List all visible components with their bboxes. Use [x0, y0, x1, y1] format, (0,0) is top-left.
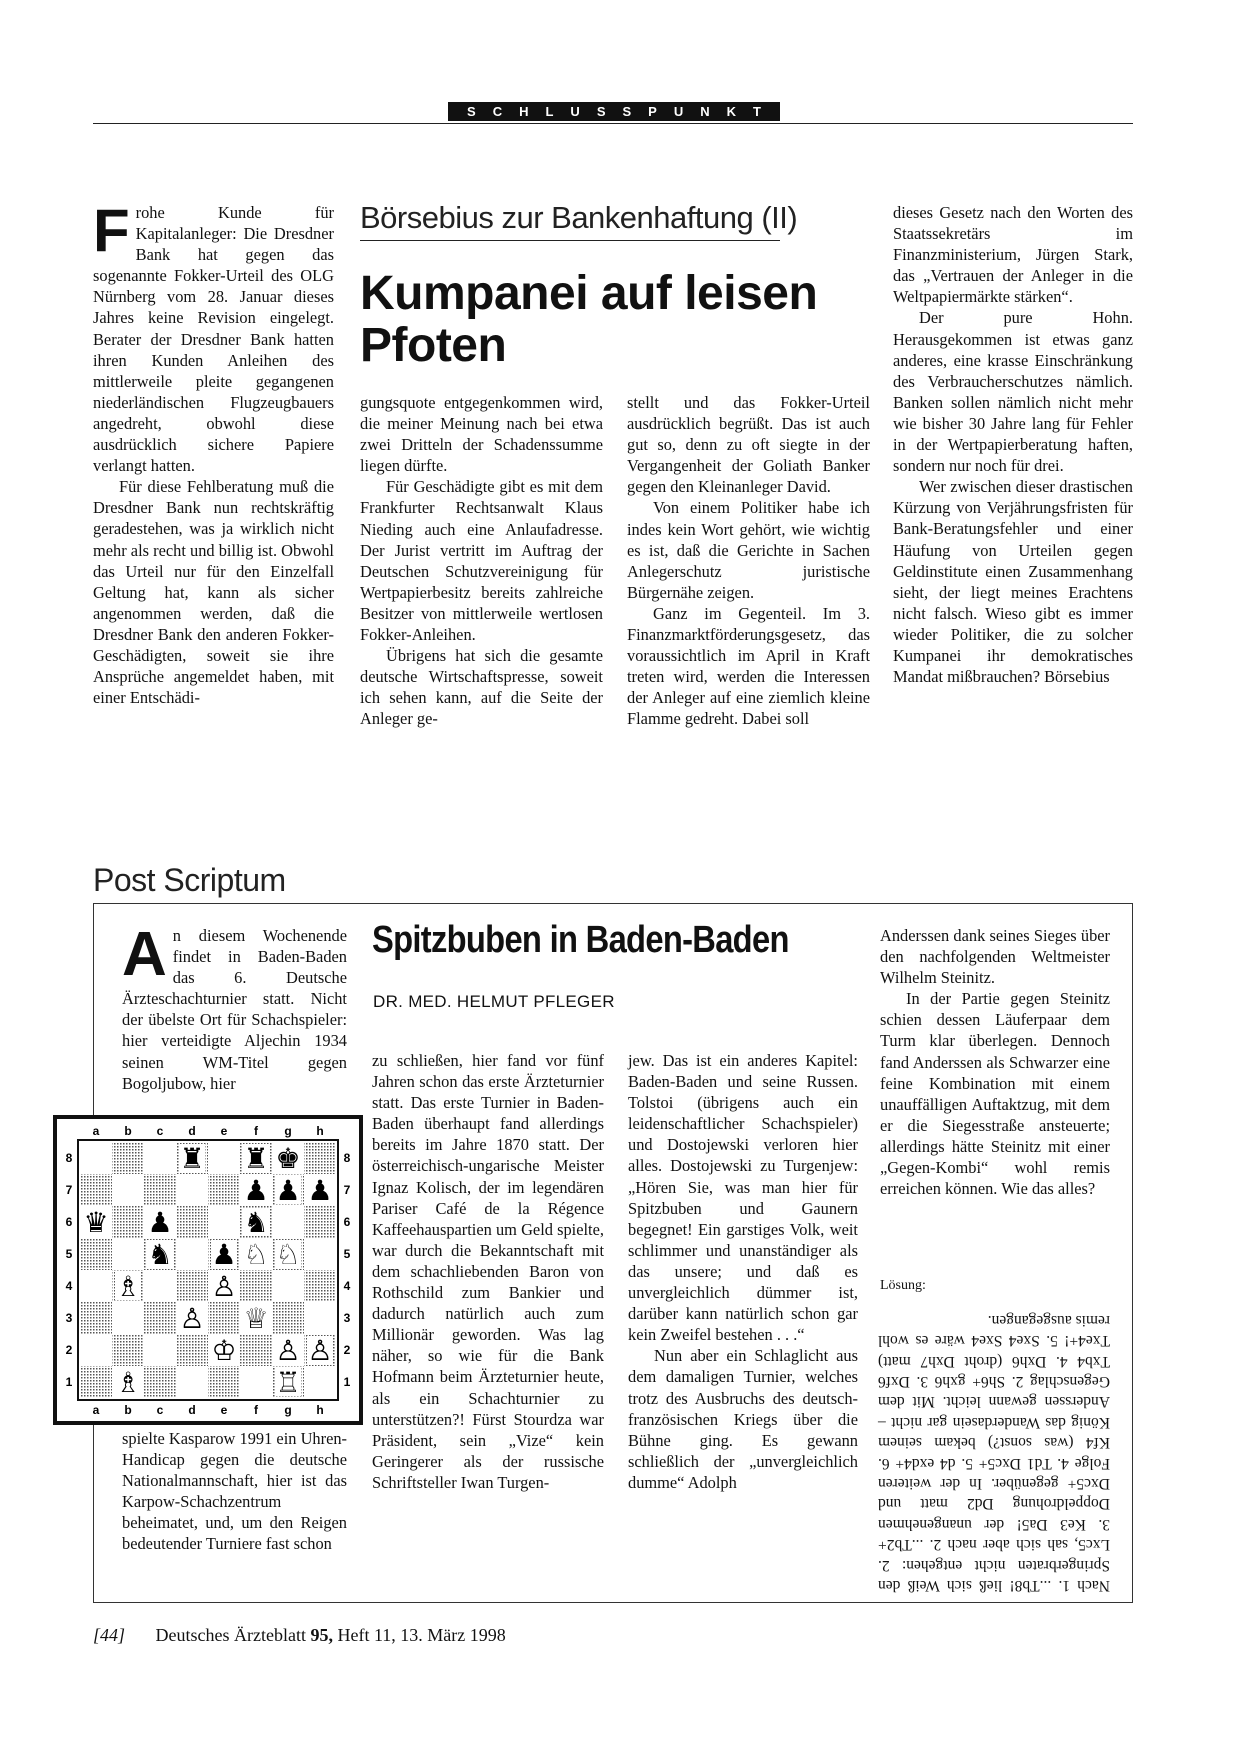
paragraph: Für diese Fehlberatung muß die Dresdner Bank nun rechtskräftig geradestehen, was ja wirklich nicht mehr als recht und billig ist. Obwohl das Urteil nur für den Einzelfall Geltung hat, kann als sicher angenommen werden, daß die Dresdner Bank den anderen Fokker-Geschädigten, soweit sie ihre Ansprüche angemeldet haben, mit einer Entschädi- — [93, 477, 334, 708]
board-square — [240, 1334, 272, 1366]
chess-board — [57, 1119, 359, 1421]
headline-line: Kumpanei auf leisen — [360, 267, 818, 320]
paragraph: Für Geschädigte gibt es mit dem Frankfurter Rechtsanwalt Klaus Nieding auch eine Anlaufadresse. Der Jurist vertritt im Auftrag der Deutschen Schutzvereinigung für Wertpapierbesitz bereits zahlreiche Besitzer von mittlerweile wertlosen Fokker-Anleihen. — [360, 477, 603, 645]
article1-column-1 — [93, 197, 334, 708]
chess-piece-g8: ♚ — [275, 1142, 301, 1175]
solution-label: Lösung: — [880, 1278, 926, 1293]
paragraph: spielte Kasparow 1991 ein Uhren-Handicap gegen die deutsche Nationalmannschaft, hier ist das Karpow-Schachzentrum beheimatet, und, um den Reigen bedeutender Turniere fast schon — [122, 1429, 347, 1554]
board-square — [112, 1206, 144, 1238]
postscriptum-column-4 — [880, 925, 1110, 1199]
header-rule — [93, 123, 1133, 124]
chess-piece-f6: ♞ — [243, 1206, 269, 1239]
board-square — [176, 1238, 208, 1270]
board-square — [80, 1270, 112, 1302]
file-label: a — [92, 1124, 100, 1138]
board-square — [80, 1238, 112, 1270]
article-kicker: Börsebius zur Bankenhaftung (II) — [360, 200, 798, 235]
chess-piece-d3: ♙ — [179, 1302, 205, 1335]
headline-line: Pfoten — [360, 319, 507, 372]
board-square — [208, 1206, 240, 1238]
board-square — [240, 1270, 272, 1302]
file-label: c — [156, 1124, 164, 1138]
board-square — [176, 1366, 208, 1398]
board-square — [144, 1270, 176, 1302]
chess-piece-a6: ♛ — [83, 1206, 109, 1239]
rank-label: 3 — [343, 1311, 351, 1325]
chess-piece-e2: ♔ — [211, 1334, 237, 1367]
file-label: c — [156, 1403, 164, 1417]
rank-label: 4 — [343, 1279, 351, 1293]
article1-column-4 — [893, 202, 1133, 687]
byline: DR. MED. HELMUT PFLEGER — [373, 992, 615, 1011]
board-square — [304, 1238, 336, 1270]
board-square — [144, 1334, 176, 1366]
issue-date: Heft 11, 13. März 1998 — [337, 1625, 506, 1645]
postscriptum-column-1-bottom — [122, 1428, 347, 1555]
board-square — [80, 1302, 112, 1334]
dropcap: F — [93, 197, 130, 264]
paragraph: Von einem Politiker habe ich indes kein Wort gehört, wie wichtig es ist, daß die Gerichte in Sachen Anlegerschutz juristische Bürgernähe zeigen. — [627, 498, 870, 602]
paragraph: Der pure Hohn. Herausgekommen ist etwas ganz anderes, eine krasse Einschränkung des Verbraucherschutzes nämlich. Banken sollen nämlich nicht mehr wie bisher 30 Jahre lang für Fehler in der Wertpapierberatung haften, sondern nur noch für drei. — [893, 308, 1133, 476]
chess-piece-f3: ♕ — [243, 1302, 269, 1335]
rank-label: 8 — [65, 1151, 73, 1165]
file-label: b — [124, 1124, 132, 1138]
article1-column-2 — [360, 392, 603, 730]
chess-piece-b4: ♗ — [115, 1270, 141, 1303]
board-square — [112, 1174, 144, 1206]
paragraph: rohe Kunde für Kapitalanleger: Die Dresdner Bank hat gegen das sogenannte Fokker-Urteil des OLG Nürnberg vom 28. Januar dieses Jahres keine Revision eingelegt. Berater der Dresdner Bank hatten ihren Kunden Anleihen des mittlerweile pleite gegangenen niederländischen Flugzeugbauers angedreht, obwohl diese ausdrücklich sichere Papiere verlangt hatten. — [93, 203, 334, 476]
article-headline — [360, 268, 817, 372]
board-square — [144, 1174, 176, 1206]
board-square — [144, 1366, 176, 1398]
file-label: a — [92, 1403, 100, 1417]
board-square — [80, 1366, 112, 1398]
paragraph: dieses Gesetz nach den Worten des Staatssekretärs im Finanzministerium, Jürgen Stark, das „Vertrauen der Anleger in die Weltpapiermärkte stärken“. — [893, 203, 1133, 307]
chess-piece-f8: ♜ — [243, 1142, 269, 1175]
board-square — [112, 1334, 144, 1366]
chess-piece-g5: ♘ — [275, 1238, 301, 1271]
paragraph: In der Partie gegen Steinitz schien dessen Läuferpaar dem Turm klar überlegen. Dennoch fand Anderssen als Schwarzer eine feine Kombination mit einem unauffälligen Auftaktzug, mit dem er die Siegesstraße ansteuerte; allerdings hätte Steinitz mit einer „Gegen-Kombi“ wohl remis erreichen können. Wie das alles? — [880, 989, 1110, 1199]
footer — [93, 1625, 506, 1646]
rank-label: 4 — [65, 1279, 73, 1293]
file-label: e — [220, 1403, 228, 1417]
chess-piece-f7: ♟ — [243, 1174, 269, 1207]
postscriptum-headline: Spitzbuben in Baden-Baden — [372, 919, 789, 961]
chess-piece-c6: ♟ — [147, 1206, 173, 1239]
board-square — [208, 1302, 240, 1334]
board-square — [144, 1142, 176, 1174]
rank-label: 1 — [65, 1375, 73, 1389]
board-square — [176, 1174, 208, 1206]
board-square — [80, 1174, 112, 1206]
chess-piece-c5: ♞ — [147, 1238, 173, 1271]
chess-diagram — [53, 1115, 363, 1425]
rank-label: 7 — [65, 1183, 73, 1197]
postscriptum-column-3 — [628, 1050, 858, 1493]
paragraph: gungsquote entgegenkommen wird, die meiner Meinung nach bei etwa zwei Dritteln der Schadenssumme liegen dürfte. — [360, 393, 603, 476]
paragraph: Anderssen dank seines Sieges über den nachfolgenden Weltmeister Wilhelm Steinitz. — [880, 926, 1110, 988]
chess-piece-h2: ♙ — [307, 1334, 333, 1367]
rank-label: 3 — [65, 1311, 73, 1325]
paragraph: zu schließen, hier fand vor fünf Jahren schon das erste Ärzteturnier statt. Das erste Turnier in Baden-Baden überhaupt fand allerdings bereits im Jahre 1870 statt. Der österreichisch-ungarische Meister Ignaz Kolisch, der im legendären Pariser Café de la Régence Kaffeehauspartien um Geld spielte, war durch die Bekanntschaft mit dem schachliebenden Baron von Rothschild zum Bankier und dadurch natürlich auch zum Millionär geworden. Was lag näher, so wie für die Bank Hofmann beim Ärzteturnier heute, als ein Schachturnier zu unterstützen?! Fürst Stourdza war Präsident, sein „Vize“ kein Geringerer als der russische Schriftsteller Iwan Turgen- — [372, 1051, 604, 1492]
file-label: g — [284, 1403, 292, 1417]
board-square — [304, 1142, 336, 1174]
chess-piece-b1: ♗ — [115, 1366, 141, 1399]
chess-piece-e4: ♙ — [211, 1270, 237, 1303]
article1-column-3 — [627, 392, 870, 730]
board-square — [208, 1142, 240, 1174]
volume: 95, — [310, 1625, 333, 1645]
board-square — [144, 1302, 176, 1334]
board-square — [176, 1206, 208, 1238]
file-label: h — [316, 1403, 324, 1417]
chess-piece-h7: ♟ — [307, 1174, 333, 1207]
rank-label: 1 — [343, 1375, 351, 1389]
file-label: h — [316, 1124, 324, 1138]
postscriptum-column-1-top — [122, 920, 347, 1094]
board-square — [208, 1366, 240, 1398]
file-label: f — [254, 1403, 258, 1417]
section-label: SCHLUSSPUNKT — [448, 102, 780, 121]
rank-label: 6 — [65, 1215, 73, 1229]
paragraph: Nun aber ein Schlaglicht aus dem damaligen Turnier, welches trotz des Ausbruchs des deutsch-französischen Kriegs über die Bühne ging. Es gewann schließlich der „unvergleichlich dumme“ Adolph — [628, 1346, 858, 1492]
board-square — [304, 1302, 336, 1334]
chess-piece-g7: ♟ — [275, 1174, 301, 1207]
paragraph: Übrigens hat sich die gesamte deutsche Wirtschaftspresse, soweit ich sehen kann, auf die Seite der Anleger ge- — [360, 646, 603, 729]
journal-name: Deutsches Ärzteblatt — [155, 1625, 306, 1645]
kicker-rule — [360, 240, 780, 241]
rank-label: 7 — [343, 1183, 351, 1197]
paragraph: n diesem Wochenende findet in Baden-Baden das 6. Deutsche Ärzteschachturnier statt. Nicht der übelste Ort für Schachspieler: hier verteidigte Aljechin 1934 seinen WM-Titel gegen Bogoljubow, hier — [122, 926, 347, 1093]
chess-piece-e5: ♟ — [211, 1238, 237, 1271]
file-label: d — [188, 1124, 196, 1138]
rank-label: 8 — [343, 1151, 351, 1165]
file-label: b — [124, 1403, 132, 1417]
board-square — [304, 1270, 336, 1302]
board-square — [80, 1142, 112, 1174]
board-square — [272, 1270, 304, 1302]
solution-text-upside-down: Nach 1. ...Tb8! ließ sich Weiß den Springerbraten nicht entgehen: 2. Lxc5, sah sich aber nach 2. ...Tb2+ 3. Ke3 Da5! der unangenehmen Doppeldrohung Dd2 matt und Dxc5+ gegenüber. In der weiteren Folge 4. Td1 Dxc5+ 5. d4 exd4+ 6. Kf4 (was sonst?) bekam seinem König das Wanderdasein gar nicht – Anderssen gewann leicht. Mit dem Gegenschlag 2. Sh6+ gxh6 3. Dxf6 Txb4 4. Dxh6 (droht Dxh7 matt) Txe4+! 5. Sxe4 Sxe4 wäre es wohl remis ausgegangen. — [878, 1311, 1110, 1594]
chess-piece-g1: ♖ — [275, 1366, 301, 1399]
board-square — [272, 1206, 304, 1238]
chess-piece-d8: ♜ — [179, 1142, 205, 1175]
board-square — [112, 1302, 144, 1334]
file-label: e — [220, 1124, 228, 1138]
board-square — [208, 1174, 240, 1206]
board-square — [240, 1366, 272, 1398]
dropcap: A — [122, 920, 167, 989]
board-square — [304, 1206, 336, 1238]
file-label: g — [284, 1124, 292, 1138]
page-number: [44] — [93, 1625, 126, 1645]
paragraph: jew. Das ist ein anderes Kapitel: Baden-Baden und seine Russen. Tolstoi (übrigens auch ein leidenschaftlicher Schachspieler) und Dostojewski verloren hier alles. Dostojewski zu Turgenjew: „Hören Sie, was man hier für Spitzbuben und Gaunern begegnet! Ein garstiges Volk, weit schlimmer und unanständiger als das unsere; und daß es unvergleichlich dümmer ist, darüber kann natürlich schon gar kein Zweifel bestehen . . .“ — [628, 1051, 858, 1345]
board-square — [112, 1142, 144, 1174]
board-square — [176, 1334, 208, 1366]
board-square — [112, 1238, 144, 1270]
postscriptum-title: Post Scriptum — [93, 862, 286, 898]
chess-piece-f5: ♘ — [243, 1238, 269, 1271]
board-square — [80, 1334, 112, 1366]
chess-piece-g2: ♙ — [275, 1334, 301, 1367]
rank-label: 5 — [65, 1247, 73, 1261]
board-square — [176, 1270, 208, 1302]
board-square — [304, 1366, 336, 1398]
rank-label: 2 — [65, 1343, 73, 1357]
file-label: f — [254, 1124, 258, 1138]
board-square — [272, 1302, 304, 1334]
paragraph: Wer zwischen dieser drastischen Kürzung von Verjährungsfristen für Bank-Beratungsfehler und einer Häufung von Urteilen gegen Geldinstitute einen Zusammenhang sieht, der liegt meines Erachtens nicht falsch. Wieso gibt es immer wieder Politiker, die zu solcher Kumpanei ihr demokratisches Mandat mißbrauchen? Börsebius — [893, 477, 1133, 687]
postscriptum-column-2 — [372, 1050, 604, 1493]
rank-label: 2 — [343, 1343, 351, 1357]
rank-label: 5 — [343, 1247, 351, 1261]
file-label: d — [188, 1403, 196, 1417]
paragraph: stellt und das Fokker-Urteil ausdrücklich begrüßt. Das ist auch gut so, denn zu oft siegte in der Vergangenheit der Goliath Banker gegen den Kleinanleger David. — [627, 393, 870, 497]
rank-label: 6 — [343, 1215, 351, 1229]
paragraph: Ganz im Gegenteil. Im 3. Finanzmarktförderungsgesetz, das voraussichtlich im April in Kraft treten wird, werden die Interessen der Anleger auf eine ziemlich kleine Flamme gedreht. Dabei soll — [627, 603, 870, 729]
